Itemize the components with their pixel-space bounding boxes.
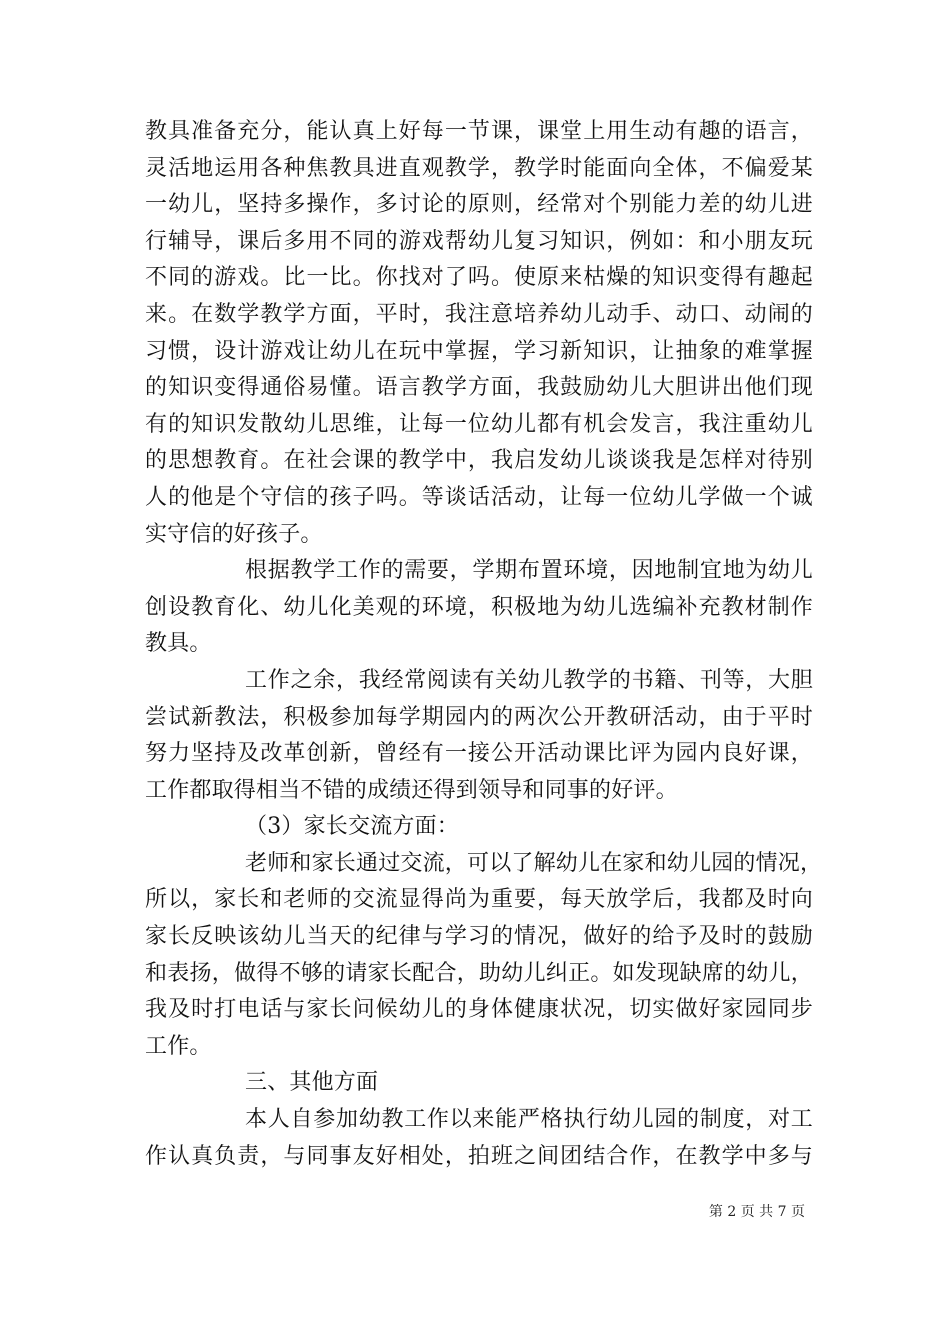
text-line: 三、其他方面 [245,1070,379,1096]
text-line: 所以，家长和老师的交流显得尚为重要，每天放学后，我都及时向 [145,887,813,913]
text-line: 作认真负责，与同事友好相处，拍班之间团结合作，在教学中多与 [145,1143,813,1169]
text-line: 工作。 [145,1033,212,1059]
text-line: 的知识变得通俗易懂。语言教学方面，我鼓励幼儿大胆讲出他们现 [145,375,813,401]
text-line: 尝试新教法，积极参加每学期园内的两次公开教研活动，由于平时 [145,704,813,730]
text-line: 教具准备充分，能认真上好每一节课，课堂上用生动有趣的语言， [145,119,813,144]
text-line: 的思想教育。在社会课的教学中，我启发幼儿谈谈我是怎样对待别 [145,448,813,474]
text-line: 根据教学工作的需要，学期布置环境，因地制宜地为幼儿 [245,558,813,584]
text-line: 和表扬，做得不够的请家长配合，助幼儿纠正。如发现缺席的幼儿， [145,960,813,986]
page-number: 第 2 页 共 7 页 [708,1204,805,1220]
text-line: 来。在数学教学方面，平时，我注意培养幼儿动手、动口、动闹的 [145,301,813,327]
text-line: 一幼儿，坚持多操作，多讨论的原则，经常对个别能力差的幼儿进 [145,192,813,218]
text-line: 老师和家长通过交流，可以了解幼儿在家和幼儿园的情况， [245,850,823,876]
text-line: 创设教育化、幼儿化美观的环境，积极地为幼儿选编补充教材制作 [145,594,813,620]
text-line: 灵活地运用各种焦教具进直观教学，教学时能面向全体，不偏爱某 [145,155,813,181]
text-line: 家长反映该幼儿当天的纪律与学习的情况，做好的给予及时的鼓励 [145,924,813,950]
document-body [145,114,823,1175]
text-line: 有的知识发散幼儿思维，让每一位幼儿都有机会发言，我注重幼儿 [145,411,813,437]
text-line: 工作都取得相当不错的成绩还得到领导和同事的好评。 [145,777,678,803]
text-line: 人的他是个守信的孩子吗。等谈话活动，让每一位幼儿学做一个诚 [145,484,813,510]
text-line: 行辅导，课后多用不同的游戏帮幼儿复习知识，例如：和小朋友玩 [145,228,813,254]
text-line: 工作之余，我经常阅读有关幼儿教学的书籍、刊等，大胆 [245,667,813,693]
text-line: 努力坚持及改革创新，曾经有一接公开活动课比评为园内良好课， [145,741,813,767]
text-line: 我及时打电话与家长问候幼儿的身体健康状况，切实做好家园同步 [145,997,813,1023]
text-line: 本人自参加幼教工作以来能严格执行幼儿园的制度，对工 [245,1107,813,1133]
text-line: 不同的游戏。比一比。你找对了吗。使原来枯燥的知识变得有趣起 [145,265,813,291]
text-line: 习惯，设计游戏让幼儿在玩中掌握，学习新知识，让抽象的难掌握 [145,338,813,364]
text-line: 实守信的好孩子。 [145,521,323,547]
text-line: 教具。 [145,631,212,657]
text-line: （3）家长交流方面： [245,814,459,840]
